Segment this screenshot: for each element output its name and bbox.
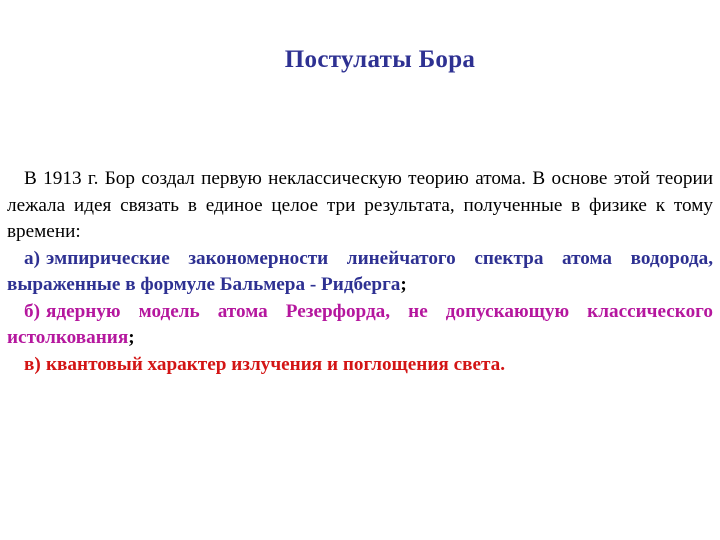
list-marker-a: а) [24,247,40,269]
slide-content [7,166,713,378]
list-item-c [7,352,713,379]
list-item-c-text: квантовый характер излучения и поглощения света. [46,353,506,375]
list-item-b-end: ; [128,327,135,348]
intro-paragraph: В 1913 г. Бор создал первую неклассическую теорию атома. В основе этой теории лежала идея связать в единое целое три результата, полученные в физике к тому времени: [7,168,713,242]
list-marker-c: в) [24,353,41,375]
list-item-b [7,299,713,352]
list-item-a-text: эмпирические закономерности линейчатого спектра атома водорода, выраженные в формуле Бальмера - Ридберга [7,247,713,295]
list-marker-b: б) [24,300,40,322]
list-item-a-end: ; [400,274,407,295]
list-item-b-text: ядерную модель атома Резерфорда, не допускающую классического истолкования [7,300,713,348]
slide-title: Постулаты Бора [284,46,476,73]
list-item-a [7,246,713,299]
